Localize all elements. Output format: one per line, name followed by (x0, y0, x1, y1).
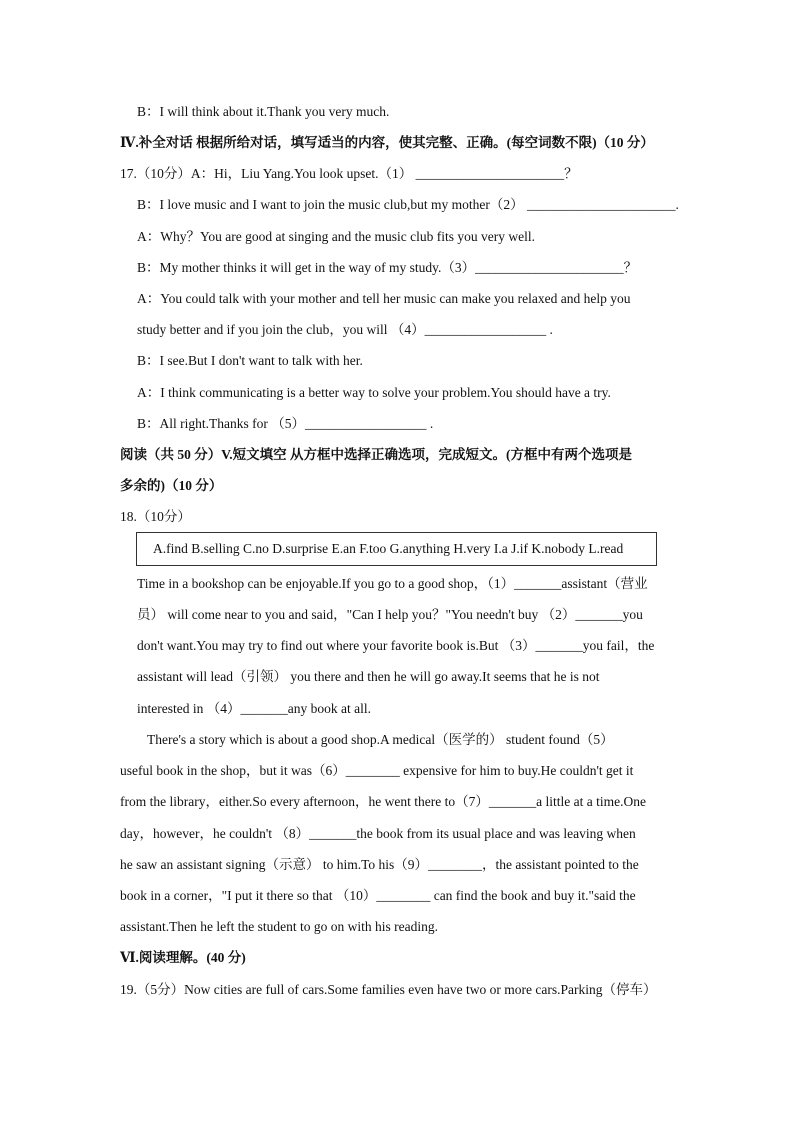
passage-line: he saw an assistant signing（示意） to him.To his（9）________，the assistant pointed to the (120, 857, 639, 872)
dialogue-line-a-3: A：I think communicating is a better way to solve your problem.You should have a try. (137, 385, 611, 400)
dialogue-line-a-1: A：Why？You are good at singing and the music club fits you very well. (137, 229, 535, 244)
dialogue-line-b-4: B：All right.Thanks for （5）__________________ . (137, 416, 434, 431)
section-vi-heading: Ⅵ.阅读理解。(40 分) (120, 950, 246, 965)
passage-line: 员） will come near to you and said，"Can I help you？"You needn't buy （2）_______you (137, 607, 643, 622)
question-17-line: 17.（10分）A：Hi，Liu Yang.You look upset.（1） ______________________？ (120, 166, 578, 181)
word-bank-box (136, 532, 657, 566)
passage-line: don't want.You may try to find out where your favorite book is.But （3）_______you fail，the (137, 638, 655, 653)
passage-line: Time in a bookshop can be enjoyable.If you go to a good shop，（1）_______assistant（营业 (137, 576, 648, 591)
reading-section-heading: 阅读（共 50 分）V.短文填空 从方框中选择正确选项，完成短文。(方框中有两个选项是 (120, 447, 633, 462)
dialogue-line-a-2-cont: study better and if you join the club，you will （4）__________________ . (137, 322, 553, 337)
passage-line: interested in （4）_______any book at all. (137, 701, 371, 716)
question-18-label: 18.（10分） (120, 509, 191, 524)
dialogue-line-a-2: A：You could talk with your mother and tell her music can make you relaxed and help you (137, 291, 631, 306)
reading-section-heading-cont: 多余的)（10 分） (120, 478, 223, 493)
passage-line: useful book in the shop，but it was（6）________ expensive for him to buy.He couldn't get it (120, 763, 634, 778)
passage-line: assistant will lead（引领） you there and then he will go away.It seems that he is not (137, 669, 600, 684)
passage-line: day，however，he couldn't （8）_______the book from its usual place and was leaving when (120, 826, 636, 841)
passage-line: from the library，either.So every afternoon，he went there to（7）_______a little at a time.One (120, 794, 646, 809)
question-19-line: 19.（5分）Now cities are full of cars.Some families even have two or more cars.Parking（停车） (120, 982, 657, 997)
dialogue-line-b-3: B：I see.But I don't want to talk with her. (137, 353, 363, 368)
passage-line: assistant.Then he left the student to go on with his reading. (120, 919, 438, 934)
section-iv-heading: Ⅳ.补全对话 根据所给对话，填写适当的内容，使其完整、正确。(每空词数不限)（10 分） (120, 135, 654, 150)
passage-line: book in a corner，"I put it there so that （10）________ can find the book and buy it."said the (120, 888, 636, 903)
dialogue-line-b-1: B：I love music and I want to join the music club,but my mother（2） ______________________. (137, 197, 679, 212)
dialogue-line-b-2: B：My mother thinks it will get in the way of my study.（3）______________________？ (137, 260, 638, 275)
passage-line: There's a story which is about a good shop.A medical（医学的） student found（5） (147, 732, 614, 747)
dialogue-line-b-closing: B：I will think about it.Thank you very much. (137, 104, 390, 119)
word-bank-text: A.find B.selling C.no D.surprise E.an F.too G.anything H.very I.a J.if K.nobody L.read (153, 541, 624, 556)
